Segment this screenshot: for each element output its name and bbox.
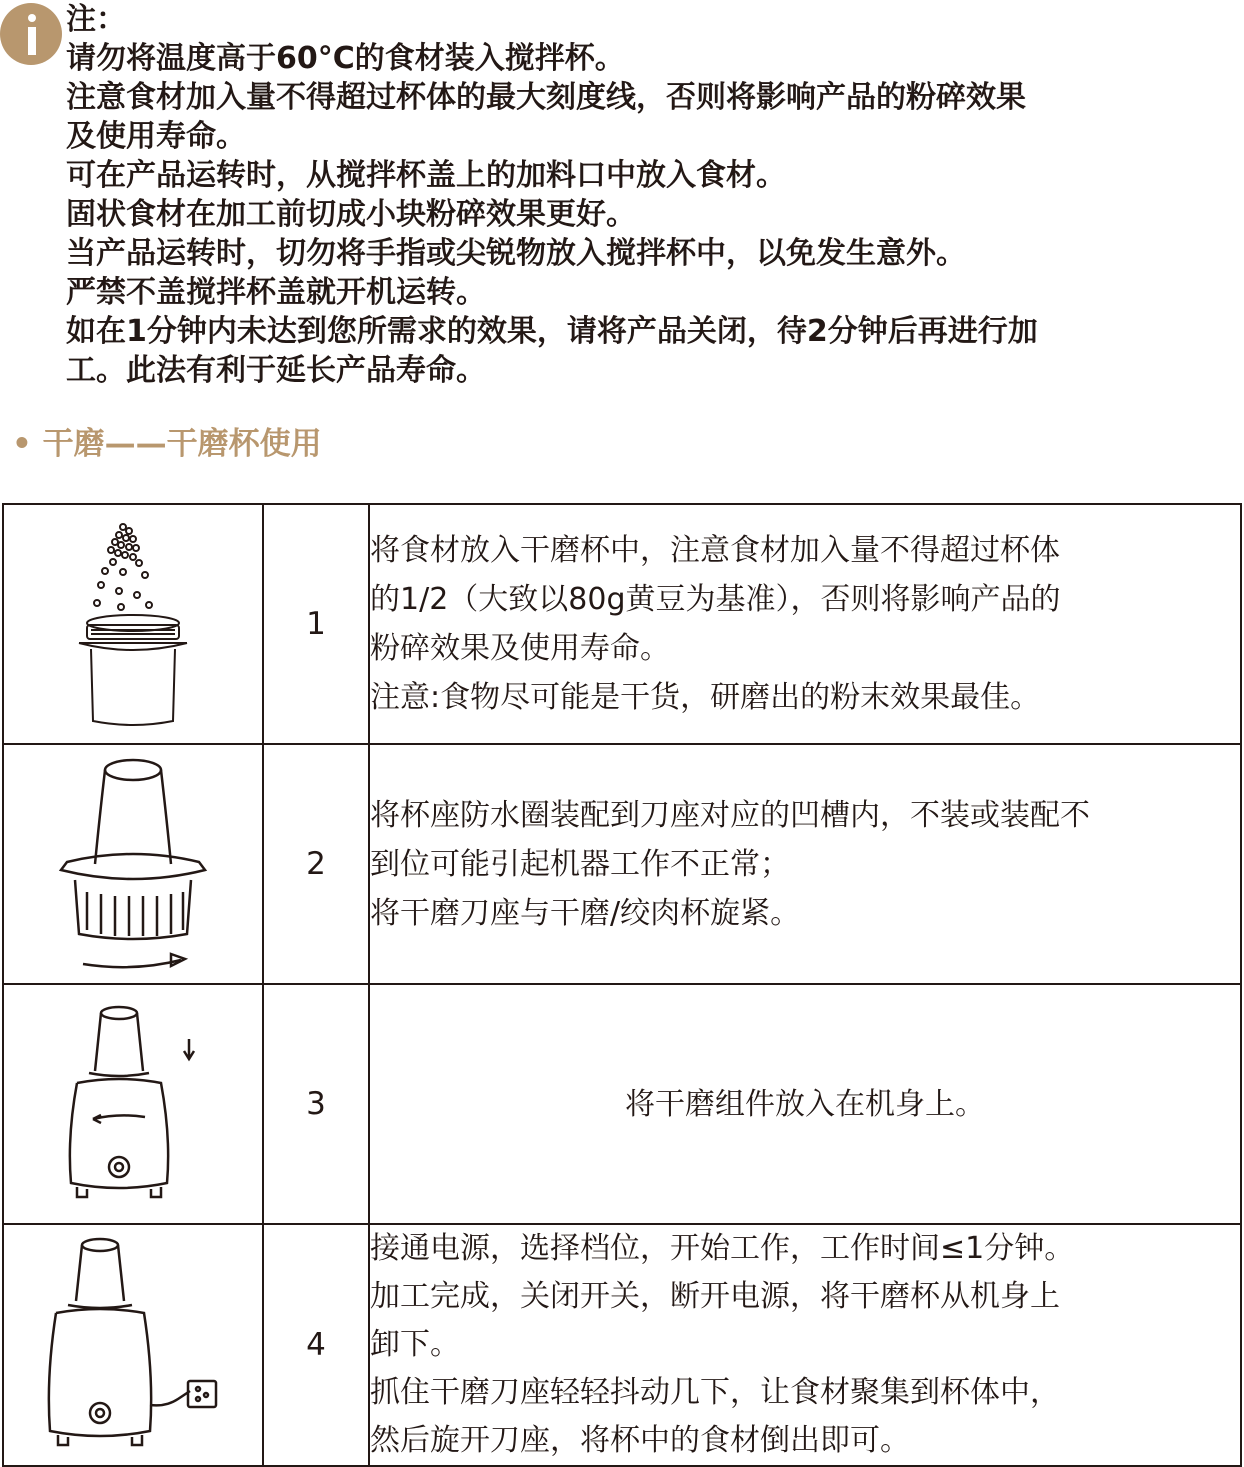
note-line: 可在产品运转时，从搅拌杯盖上的加料口中放入食材。 <box>66 158 786 193</box>
step-number: 4 <box>263 1224 369 1466</box>
step-text: 将杯座防水圈装配到刀座对应的凹槽内，不装或装配不 <box>370 797 1090 833</box>
step-illustration-cell <box>3 1224 263 1466</box>
step-text: 将干磨刀座与干磨/绞肉杯旋紧。 <box>370 895 801 931</box>
note-line: 固状食材在加工前切成小块粉碎效果更好。 <box>66 197 636 232</box>
step-text: 到位可能引起机器工作不正常； <box>370 846 790 882</box>
step-text: 然后旋开刀座，将杯中的食材倒出即可。 <box>370 1423 910 1458</box>
info-icon <box>0 3 62 65</box>
step-text: 加工完成，关闭开关，断开电源，将干磨杯从机身上 <box>370 1279 1060 1314</box>
step-text: 将食材放入干磨杯中，注意食材加入量不得超过杯体 <box>370 533 1060 568</box>
note-title: 注： <box>66 2 126 37</box>
step-illustration-cell <box>3 504 263 744</box>
step-text: 的1/2（大致以80g黄豆为基准），否则将影响产品的 <box>370 582 1061 617</box>
step-illustration-cell <box>3 984 263 1224</box>
note-block <box>66 0 1216 390</box>
plug-in-power-icon <box>38 1235 228 1455</box>
step-description <box>369 984 1241 1224</box>
step-text: 卸下。 <box>370 1327 460 1362</box>
note-line: 注意食材加入量不得超过杯体的最大刻度线，否则将影响产品的粉碎效果 <box>66 80 1026 115</box>
step-number: 3 <box>263 984 369 1224</box>
note-line: 工。此法有利于延长产品寿命。 <box>66 353 486 388</box>
step-illustration-cell <box>3 744 263 984</box>
steps-table <box>2 503 1242 1467</box>
step-row <box>3 744 1241 984</box>
note-line: 请勿将温度高于60°C的食材装入搅拌杯。 <box>66 41 625 76</box>
step-description <box>369 1224 1241 1466</box>
note-line: 及使用寿命。 <box>66 119 246 154</box>
note-line: 当产品运转时，切勿将手指或尖锐物放入搅拌杯中，以免发生意外。 <box>66 236 966 271</box>
step-text: 接通电源，选择档位，开始工作，工作时间≤1分钟。 <box>370 1231 1075 1266</box>
note-line: 严禁不盖搅拌杯盖就开机运转。 <box>66 275 486 310</box>
section-title: • 干磨——干磨杯使用 <box>12 426 322 462</box>
step-text: 将干磨组件放入在机身上。 <box>625 1086 985 1122</box>
step-row <box>3 984 1241 1224</box>
place-on-base-icon <box>53 997 213 1212</box>
step-description <box>369 744 1241 984</box>
step-row <box>3 1224 1241 1466</box>
step-number: 1 <box>263 504 369 744</box>
step-text: 抓住干磨刀座轻轻抖动几下，让食材聚集到杯体中， <box>370 1375 1060 1410</box>
step-row <box>3 504 1241 744</box>
step-text: 注意:食物尽可能是干货，研磨出的粉末效果最佳。 <box>370 680 1041 715</box>
note-line: 如在1分钟内未达到您所需求的效果，请将产品关闭，待2分钟后再进行加 <box>66 314 1038 349</box>
step-description <box>369 504 1241 744</box>
step-text: 粉碎效果及使用寿命。 <box>370 631 670 666</box>
beans-into-cup-icon <box>63 517 203 732</box>
blade-base-twist-icon <box>53 752 213 977</box>
step-number: 2 <box>263 744 369 984</box>
